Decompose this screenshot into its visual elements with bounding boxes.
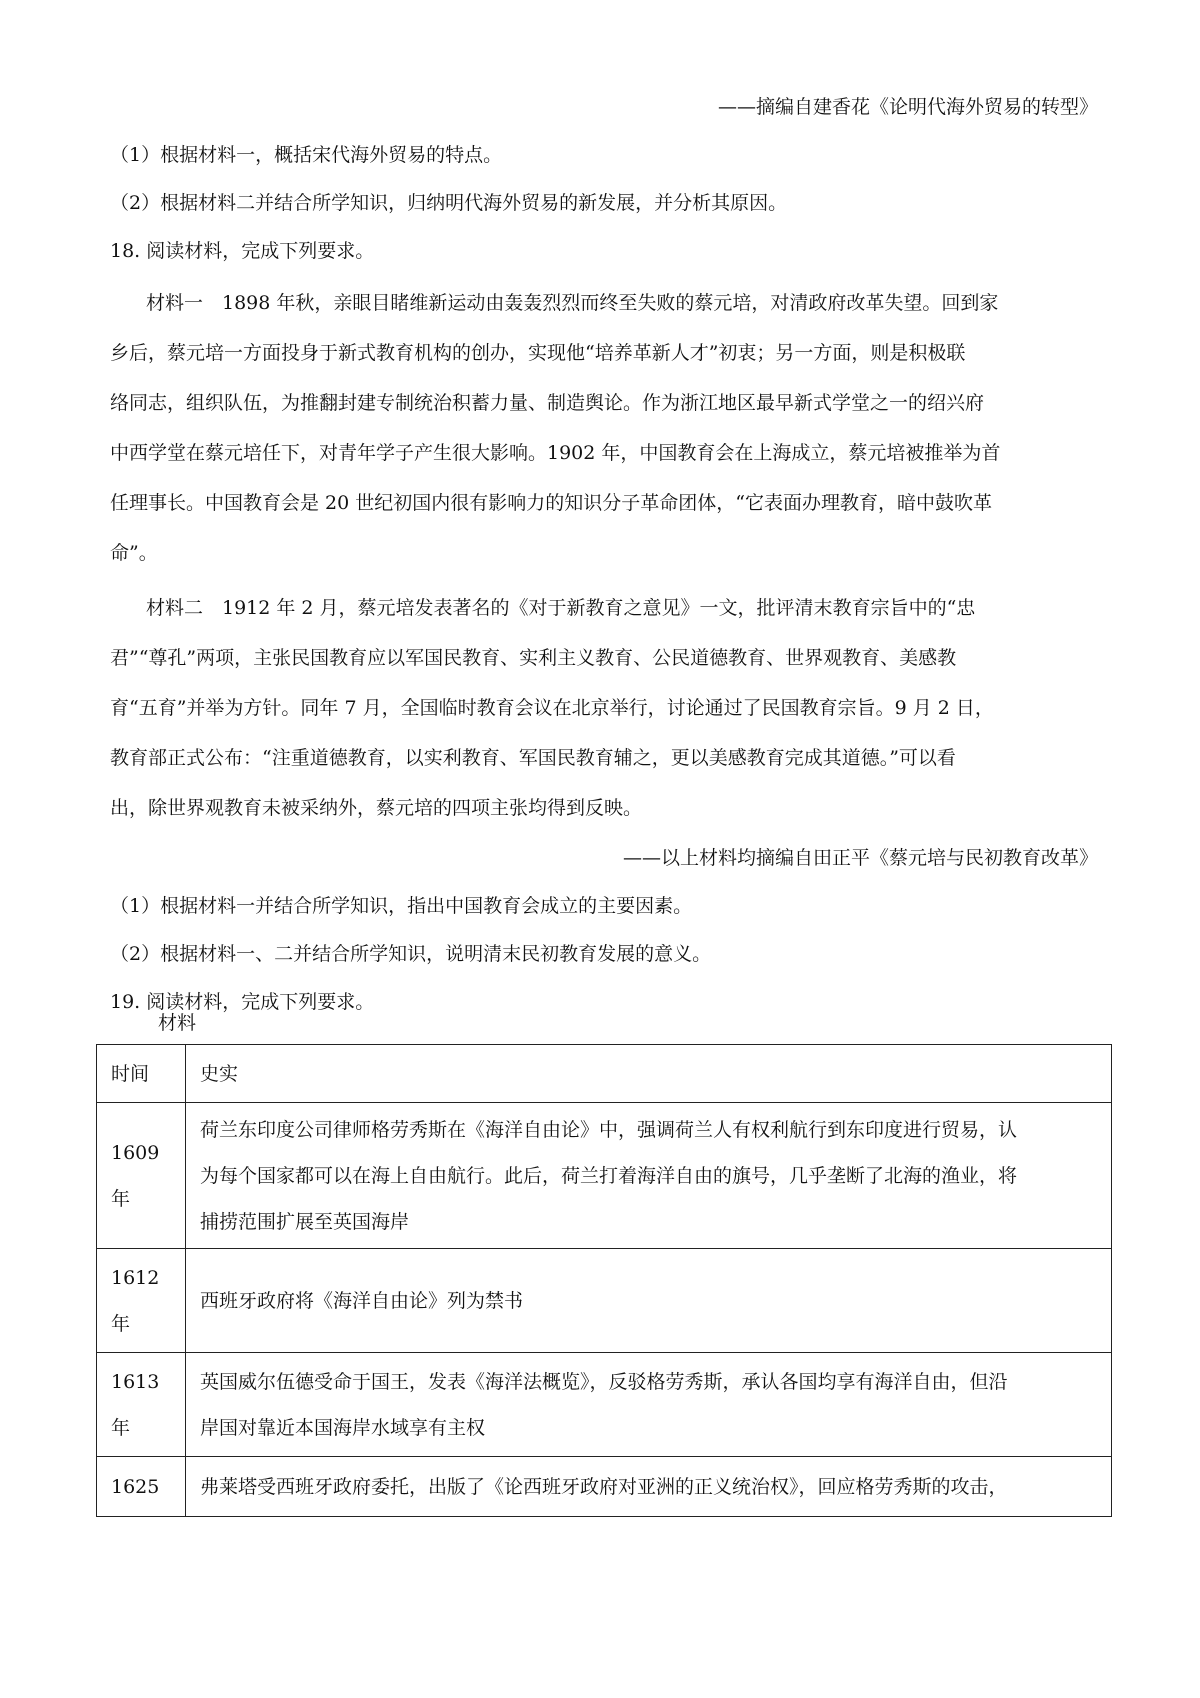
material-line: 育“五育”并举为方针。同年 7 月，全国临时教育会议在北京举行，讨论通过了民国教育宗旨。9 月 2 日， [110,697,994,719]
row-time: 1612 年 [97,1249,186,1353]
table-header-row [97,1045,1112,1103]
history-table [96,1044,1112,1517]
row-time: 1613 年 [97,1353,186,1457]
row-fact: 弗莱塔受西班牙政府委托，出版了《论西班牙政府对亚洲的正义统治权》，回应格劳秀斯的攻击， [186,1457,1112,1517]
table-row [97,1353,1112,1457]
material-line: 乡后，蔡元培一方面投身于新式教育机构的创办，实现他“培养革新人才”初衷；另一方面，则是积极联 [110,342,966,364]
material-line: 材料一 1898 年秋，亲眼目睹维新运动由轰轰烈烈而终至失败的蔡元培，对清政府改革失望。回到家 [146,292,999,314]
material-line: 教育部正式公布：“注重道德教育，以实利教育、军国民教育辅之，更以美感教育完成其道德。”可以看 [110,747,956,769]
q19-material-label: 材料 [158,1012,197,1034]
table-row [97,1457,1112,1517]
q19-heading: 19. 阅读材料，完成下列要求。 [110,991,375,1013]
row-fact: 西班牙政府将《海洋自由论》列为禁书 [186,1249,1112,1353]
row-time: 1609 年 [97,1103,186,1249]
q17-subquestion-1: （1）根据材料一，概括宋代海外贸易的特点。 [110,144,503,166]
material-line: 中西学堂在蔡元培任下，对青年学子产生很大影响。1902 年，中国教育会在上海成立，蔡元培被推举为首 [110,442,1001,464]
material-line: 出，除世界观教育未被采纳外，蔡元培的四项主张均得到反映。 [110,797,643,819]
q18-subquestion-2: （2）根据材料一、二并结合所学知识，说明清末民初教育发展的意义。 [110,943,712,965]
q18-heading: 18. 阅读材料，完成下列要求。 [110,240,375,262]
table-header-time: 时间 [97,1045,186,1103]
table-row [97,1103,1112,1249]
row-time: 1625 [97,1457,186,1517]
q17-source: ——摘编自建香花《论明代海外贸易的转型》 [717,96,1098,118]
q17-subquestion-2: （2）根据材料二并结合所学知识，归纳明代海外贸易的新发展，并分析其原因。 [110,192,788,214]
material-line: 命”。 [110,542,158,564]
material-line: 任理事长。中国教育会是 20 世纪初国内很有影响力的知识分子革命团体，“它表面办理教育，暗中鼓吹革 [110,492,992,514]
row-fact: 英国威尔伍德受命于国王，发表《海洋法概览》，反驳格劳秀斯，承认各国均享有海洋自由，但沿 岸国对靠近本国海岸水域享有主权 [186,1353,1112,1457]
q18-subquestion-1: （1）根据材料一并结合所学知识，指出中国教育会成立的主要因素。 [110,895,693,917]
table-row [97,1249,1112,1353]
material-line: 络同志，组织队伍，为推翻封建专制统治积蓄力量、制造舆论。作为浙江地区最早新式学堂之一的绍兴府 [110,392,985,414]
material-line: 材料二 1912 年 2 月，蔡元培发表著名的《对于新教育之意见》一文，批评清末教育宗旨中的“忠 [146,597,976,619]
material-line: 君”“尊孔”两项，主张民国教育应以军国民教育、实利主义教育、公民道德教育、世界观教育、美感教 [110,647,957,669]
q18-source: ——以上材料均摘编自田正平《蔡元培与民初教育改革》 [622,847,1098,869]
row-fact: 荷兰东印度公司律师格劳秀斯在《海洋自由论》中，强调荷兰人有权利航行到东印度进行贸易，认 为每个国家都可以在海上自由航行。此后，荷兰打着海洋自由的旗号，几乎垄断了北海的渔业，将 捕捞范围扩展至英国海岸 [186,1103,1112,1249]
table-header-fact: 史实 [186,1045,1112,1103]
